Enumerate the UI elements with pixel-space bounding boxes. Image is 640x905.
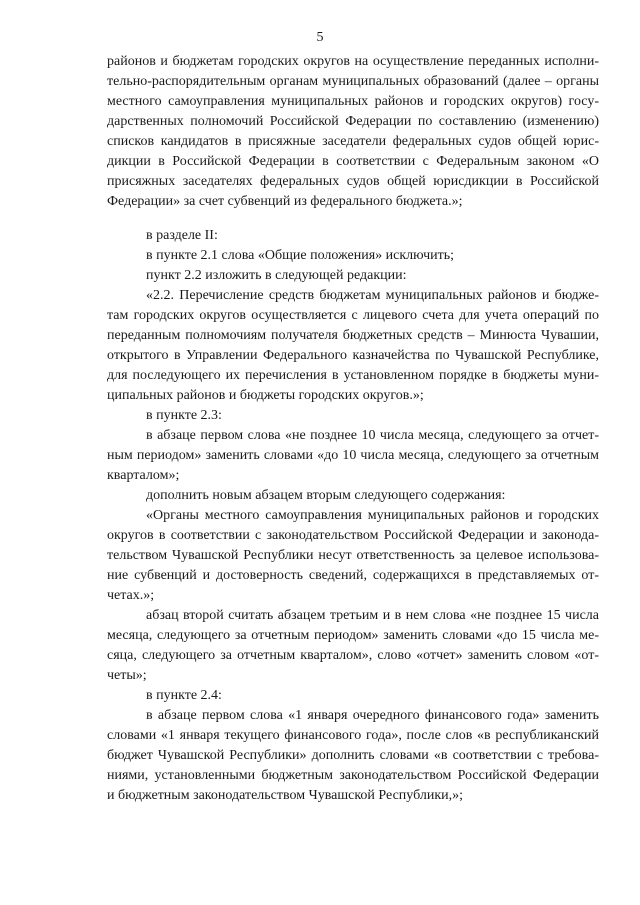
text-line: переданным полномочиям получателя бюджетных средств – Минюста Чувашии, [107, 328, 599, 343]
text-line: в пункте 2.4: [146, 688, 222, 703]
text-line: ципальных районов и бюджеты городских округов.»; [107, 388, 424, 403]
text-line: списков кандидатов в присяжные заседатели федеральных судов общей юрис- [107, 134, 599, 149]
text-line: тельством Чувашской Республики несут ответственность за целевое использова- [107, 548, 599, 563]
text-line: дополнить новым абзацем вторым следующего содержания: [146, 488, 506, 503]
text-line: словами «1 января текущего финансового года», после слов «в республиканский [107, 728, 599, 743]
text-line: абзац второй считать абзацем третьим и в нем слова «не позднее 15 числа [146, 608, 599, 623]
text-line: «2.2. Перечисление средств бюджетам муниципальных районов и бюдже- [146, 288, 599, 303]
text-line: в разделе II: [146, 228, 218, 243]
text-line: ниями, установленными бюджетным законодательством Российской Федерации [107, 768, 599, 783]
text-line: округов в соответствии с законодательством Российской Федерации и законода- [107, 528, 599, 543]
text-line: четы»; [107, 668, 147, 683]
text-line: для последующего их перечисления в установленном порядке в бюджеты муни- [107, 368, 599, 383]
text-line: и бюджетным законодательством Чувашской Республики,»; [107, 788, 464, 803]
text-line: ние субвенций и достоверность сведений, содержащихся в представляемых от- [107, 568, 599, 583]
text-line: «Органы местного самоуправления муниципальных районов и городских [146, 508, 599, 523]
text-line: в пункте 2.3: [146, 408, 222, 423]
text-line: в абзаце первом слова «не позднее 10 числа месяца, следующего за отчет- [146, 428, 599, 443]
text-line: четах.»; [107, 588, 155, 603]
text-line: там городских округов осуществляется с лицевого счета для учета операций по [107, 308, 599, 323]
text-line: дарственных полномочий Российской Федерации по составлению (изменению) [107, 114, 599, 129]
text-line: открытого в Управлении Федерального казначейства по Чувашской Республике, [107, 348, 599, 363]
text-line: Федерации» за счет субвенций из федерального бюджета.»; [107, 194, 463, 209]
text-line: сяца, следующего за отчетным кварталом», слово «отчет» заменить словом «от- [107, 648, 599, 663]
text-line: присяжных заседателях федеральных судов общей юрисдикции в Российской [107, 174, 599, 189]
text-line: в пункте 2.1 слова «Общие положения» исключить; [146, 248, 455, 263]
text-line: тельно-распорядительным органам муниципальных образований (далее – органы [107, 74, 599, 89]
text-line: местного самоуправления муниципальных районов и городских округов) госу- [107, 94, 599, 109]
text-line: районов и бюджетам городских округов на осуществление переданных исполни- [107, 54, 599, 69]
text-line: кварталом»; [107, 468, 180, 483]
text-line: бюджет Чувашской Республики» дополнить словами «в соответствии с требова- [107, 748, 599, 763]
text-line: пункт 2.2 изложить в следующей редакции: [146, 268, 407, 283]
text-line: ным периодом» заменить словами «до 10 числа месяца, следующего за отчетным [107, 448, 599, 463]
page-number: 5 [316, 30, 324, 45]
text-line: дикции в Российской Федерации в соответствии с Федеральным законом «О [107, 154, 599, 169]
text-line: месяца, следующего за отчетным периодом» заменить словами «до 15 числа ме- [107, 628, 599, 643]
text-line: в абзаце первом слова «1 января очередного финансового года» заменить [146, 708, 599, 723]
